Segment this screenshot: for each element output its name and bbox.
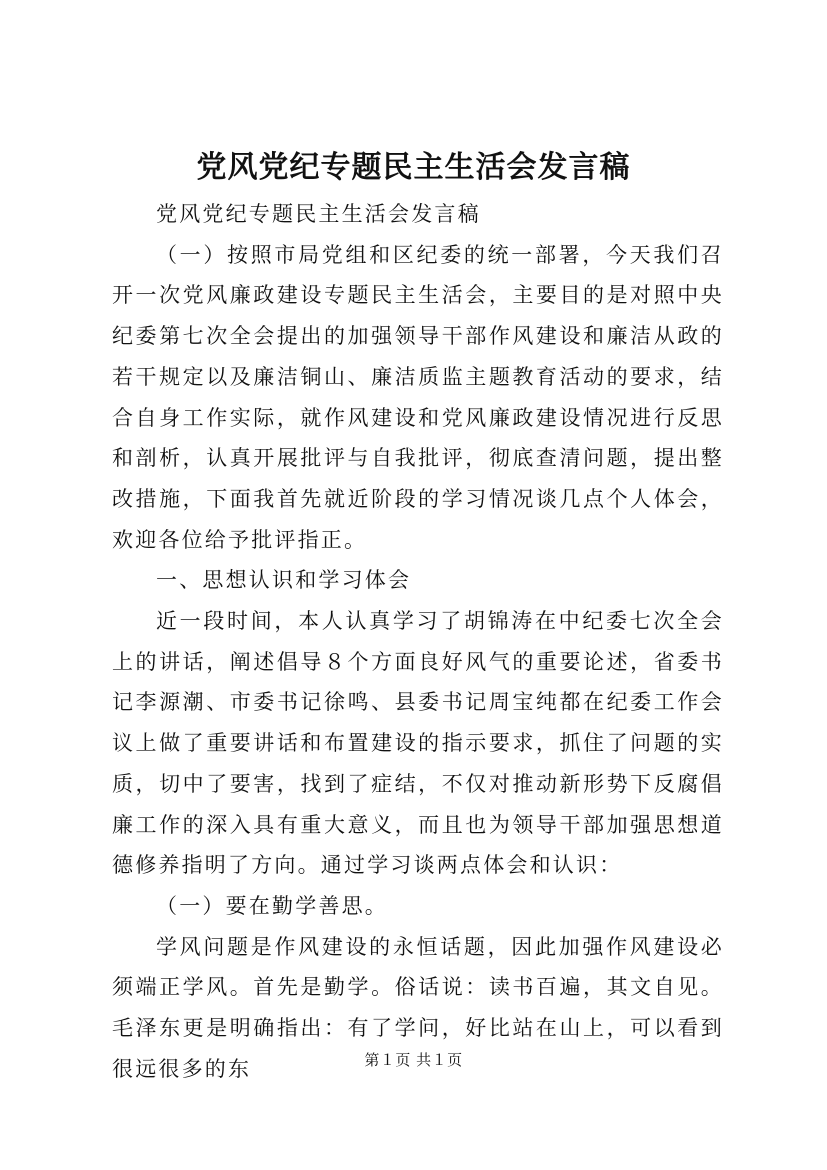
document-body	[112, 194, 724, 1089]
body-paragraph: 学风问题是作风建设的永恒话题，因此加强作风建设必须端正学风。首先是勤学。俗话说：读书百遍，其文自见。毛泽东更是明确指出：有了学问，好比站在山上，可以看到很远很多的东	[112, 934, 724, 1081]
page-footer: 第１页 共１页	[364, 1051, 463, 1069]
body-paragraph: 近一段时间，本人认真学习了胡锦涛在中纪委七次全会上的讲话，阐述倡导８个方面良好风气的重要论述，省委书记李源潮、市委书记徐鸣、县委书记周宝纯都在纪委工作会议上做了重要讲话和布置建设的指示要求，抓住了问题的实质，切中了要害，找到了症结，不仅对推动新形势下反腐倡廉工作的深入具有重大意义，而且也为领导干部加强思想道德修养指明了方向。通过学习谈两点体会和认识：	[112, 609, 724, 878]
document-title: 党风党纪专题民主生活会发言稿	[196, 150, 631, 185]
subsection-heading: （一）要在勤学善思。	[156, 893, 388, 918]
section-heading: 一、思想认识和学习体会	[156, 568, 412, 593]
intro-paragraph: （一）按照市局党组和区纪委的统一部署，今天我们召开一次党风廉政建设专题民主生活会，主要目的是对照中央纪委第七次全会提出的加强领导干部作风建设和廉洁从政的若干规定以及廉洁铜山、廉洁质监主题教育活动的要求，结合自身工作实际，就作风建设和党风廉政建设情况进行反思和剖析，认真开展批评与自我批评，彻底查清问题，提出整改措施，下面我首先就近阶段的学习情况谈几点个人体会，欢迎各位给予批评指正。	[112, 242, 724, 552]
subtitle-paragraph: 党风党纪专题民主生活会发言稿	[156, 202, 481, 226]
